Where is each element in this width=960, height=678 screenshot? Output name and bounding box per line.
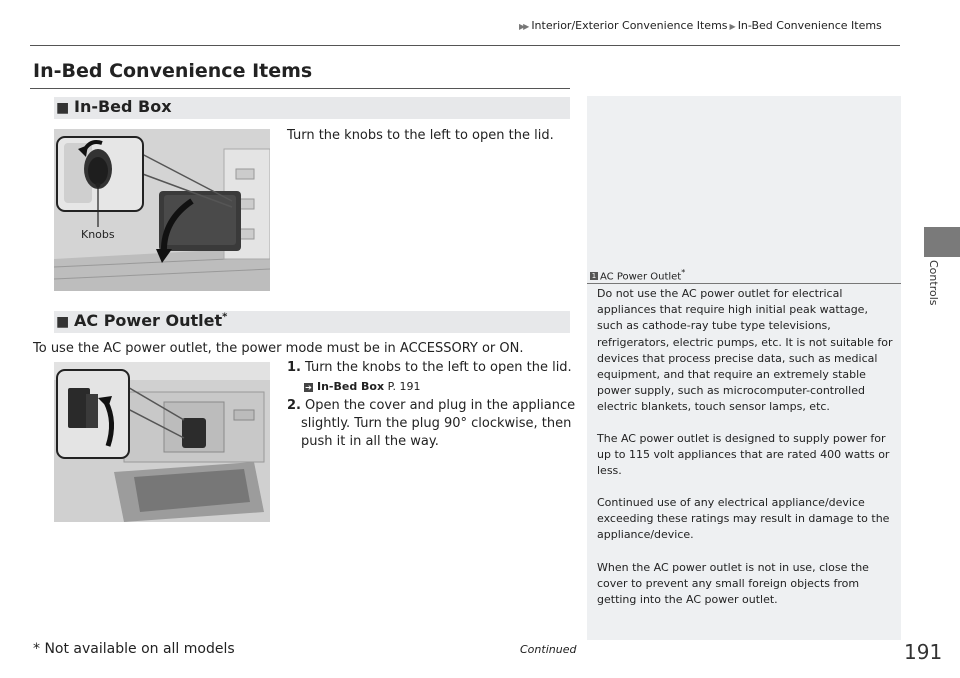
note-paragraph-4: When the AC power outlet is not in use, close the cover to prevent any small foreign objects from getting into the AC power outlet.: [597, 561, 869, 607]
section-heading-in-bed-box: ■ In-Bed Box: [54, 97, 570, 119]
breadcrumb-current: In-Bed Convenience Items: [737, 19, 882, 32]
header-divider: [30, 45, 900, 46]
page-number: 191: [904, 640, 943, 664]
note-paragraph-1: Do not use the AC power outlet for electrical appliances that require high initial peak wattage, such as cathode-ray tube type televisions, refrigerators, electric pumps, etc. It is not suitable for devices that process precise data, such as medical equipment, and that require an extremely stable power supply, such as microcomputer-controlled electric blankets, touch sensor lamps, etc.: [597, 287, 893, 414]
title-divider: [30, 88, 570, 89]
note-paragraph-3: Continued use of any electrical appliance/device exceeding these ratings may result in damage to the appliance/device.: [597, 496, 890, 542]
breadcrumb: [519, 19, 882, 32]
continued-label: Continued: [520, 643, 577, 656]
chapter-tab[interactable]: [924, 227, 960, 257]
ac-outlet-illustration: [54, 362, 270, 522]
ac-outlet-step-2: 2. Open the cover and plug in the appliance slightly. Turn the plug 90° clockwise, then push it in all the way.: [287, 398, 576, 449]
ac-outlet-step-1: 1. Turn the knobs to the left to open the lid.: [287, 360, 572, 375]
breadcrumb-parent[interactable]: Interior/Exterior Convenience Items: [531, 19, 728, 32]
breadcrumb-separator-icon: ▶: [729, 22, 736, 31]
note-heading: 1 AC Power Outlet*: [591, 268, 686, 283]
in-bed-box-illustration: [54, 129, 270, 291]
note-icon: 1: [591, 272, 597, 281]
ac-outlet-intro: To use the AC power outlet, the power mode must be in ACCESSORY or ON.: [33, 341, 524, 356]
section-heading-ac-power-outlet: ■ AC Power Outlet*: [54, 311, 570, 333]
black-square-icon: ■: [56, 314, 70, 330]
note-paragraph-2: The AC power outlet is designed to supply power for up to 115 volt appliances that are rated 400 watts or less.: [597, 432, 890, 478]
not-all-models-mark: *: [222, 311, 228, 323]
black-square-icon: ■: [56, 100, 70, 116]
page-title: In-Bed Convenience Items: [33, 60, 313, 82]
ac-outlet-drawing: [54, 362, 270, 522]
in-bed-box-instruction: Turn the knobs to the left to open the lid.: [287, 128, 554, 143]
chapter-tab-label: Controls: [927, 260, 940, 306]
breadcrumb-arrow-icon: ▶▶: [519, 22, 528, 31]
footnote: * Not available on all models: [33, 641, 235, 657]
in-bed-box-page-reference[interactable]: ➔ In-Bed Box P. 191: [305, 380, 421, 393]
note-divider: [587, 283, 901, 284]
knobs-callout-label: Knobs: [81, 228, 115, 241]
in-bed-box-drawing: [54, 129, 270, 291]
reference-arrow-icon: ➔: [305, 383, 312, 392]
